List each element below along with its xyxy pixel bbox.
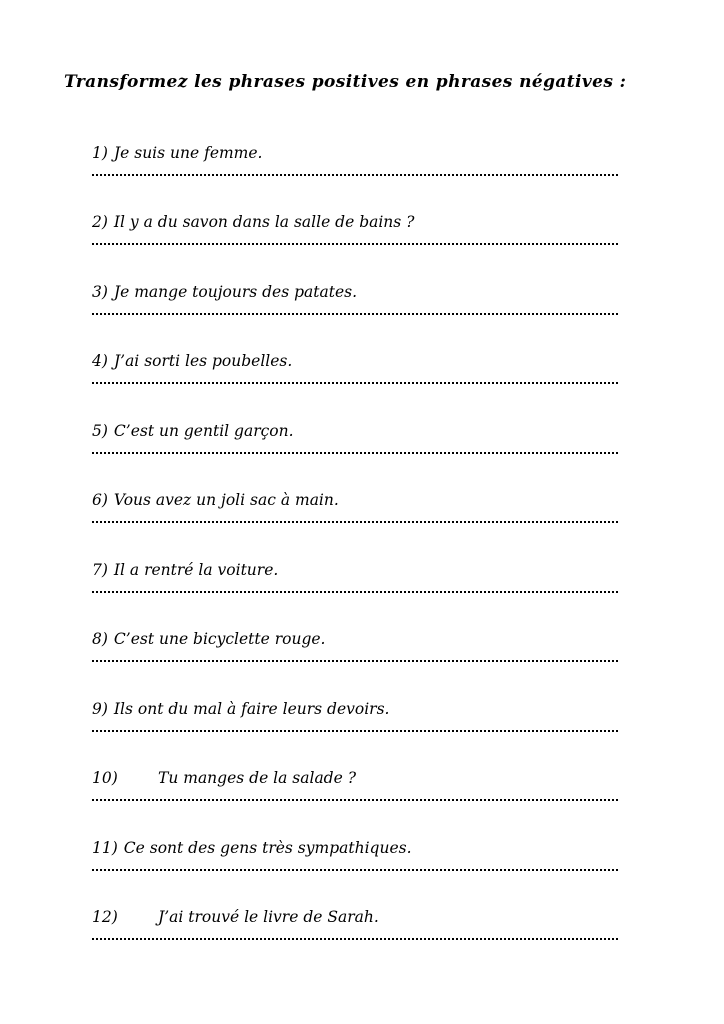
exercise-item xyxy=(92,629,622,649)
exercise-text: Je mange toujours des patates. xyxy=(113,283,358,301)
exercise-item xyxy=(92,907,622,927)
exercise-text: J’ai trouvé le livre de Sarah. xyxy=(158,908,379,926)
exercise-sentence xyxy=(92,282,622,302)
exercise-number: 1) xyxy=(92,144,108,162)
exercise-sentence xyxy=(92,699,622,719)
answer-line xyxy=(92,660,618,662)
exercise-item xyxy=(92,143,622,163)
answer-line xyxy=(92,521,618,523)
exercise-item xyxy=(92,212,622,232)
exercise-number: 8) xyxy=(92,630,108,648)
exercise-text: Ils ont du mal à faire leurs devoirs. xyxy=(113,700,390,718)
answer-line xyxy=(92,938,618,940)
exercise-sentence xyxy=(92,768,622,788)
exercise-text: C’est une bicyclette rouge. xyxy=(113,630,326,648)
exercise-sentence xyxy=(92,421,622,441)
answer-line xyxy=(92,869,618,871)
exercise-text: C’est un gentil garçon. xyxy=(113,422,294,440)
exercise-item xyxy=(92,421,622,441)
answer-line xyxy=(92,243,618,245)
exercise-item xyxy=(92,282,622,302)
answer-line xyxy=(92,730,618,732)
exercise-item xyxy=(92,768,622,788)
worksheet-title: Transformez les phrases positives en phrases négatives : xyxy=(64,72,627,92)
exercise-number: 7) xyxy=(92,561,108,579)
exercise-text: Il y a du savon dans la salle de bains ? xyxy=(113,213,415,231)
exercise-sentence xyxy=(92,351,622,371)
exercise-sentence xyxy=(92,629,622,649)
exercise-text: J’ai sorti les poubelles. xyxy=(113,352,293,370)
answer-line xyxy=(92,452,618,454)
exercise-sentence xyxy=(92,560,622,580)
exercise-text: Je suis une femme. xyxy=(113,144,263,162)
exercise-item xyxy=(92,351,622,371)
exercise-text: Il a rentré la voiture. xyxy=(113,561,279,579)
exercise-sentence xyxy=(92,838,622,858)
exercise-number: 3) xyxy=(92,283,108,301)
exercise-text: Ce sont des gens très sympathiques. xyxy=(123,839,412,857)
exercise-number: 5) xyxy=(92,422,108,440)
exercise-item xyxy=(92,699,622,719)
exercise-number: 12) xyxy=(92,908,118,926)
answer-line xyxy=(92,799,618,801)
exercise-sentence xyxy=(92,212,622,232)
answer-line xyxy=(92,174,618,176)
exercise-sentence xyxy=(92,907,622,927)
exercise-item xyxy=(92,838,622,858)
answer-line xyxy=(92,382,618,384)
exercise-item xyxy=(92,490,622,510)
answer-line xyxy=(92,591,618,593)
exercise-number: 6) xyxy=(92,491,108,509)
exercise-sentence xyxy=(92,143,622,163)
exercise-number: 2) xyxy=(92,213,108,231)
exercise-text: Tu manges de la salade ? xyxy=(158,769,357,787)
exercise-number: 4) xyxy=(92,352,108,370)
answer-line xyxy=(92,313,618,315)
exercise-number: 10) xyxy=(92,769,118,787)
exercise-item xyxy=(92,560,622,580)
exercise-sentence xyxy=(92,490,622,510)
exercise-number: 9) xyxy=(92,700,108,718)
exercise-text: Vous avez un joli sac à main. xyxy=(113,491,339,509)
exercise-number: 11) xyxy=(92,839,118,857)
